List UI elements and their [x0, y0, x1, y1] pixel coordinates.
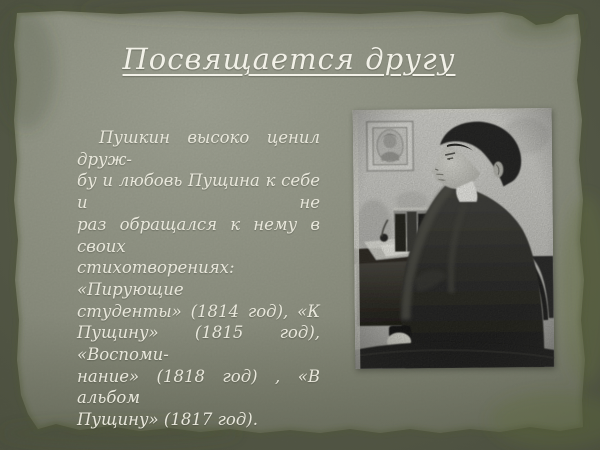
body-text-block: [77, 127, 320, 431]
body-text-line: раз обращался к нему в своих: [77, 214, 320, 256]
body-text-line: Пущину» (1815 год), «Воспоми-: [77, 323, 320, 365]
body-text-line: стихотворениях: «Пирующие: [77, 258, 235, 299]
body-text-line: бу и любовь Пущина к себе и не: [77, 171, 320, 213]
body-text-line: Пущину» (1817 год).: [77, 410, 258, 430]
portrait-image: [353, 108, 555, 369]
body-text-line: Пушкин высоко ценил друж-: [77, 128, 320, 169]
slide-title: Посвящается другу: [122, 42, 456, 76]
body-text-line: нание» (1818 год) , «В альбом: [77, 366, 320, 408]
body-text-line: студенты» (1814 год), «К: [77, 301, 320, 321]
portrait-drawing: [353, 108, 555, 369]
